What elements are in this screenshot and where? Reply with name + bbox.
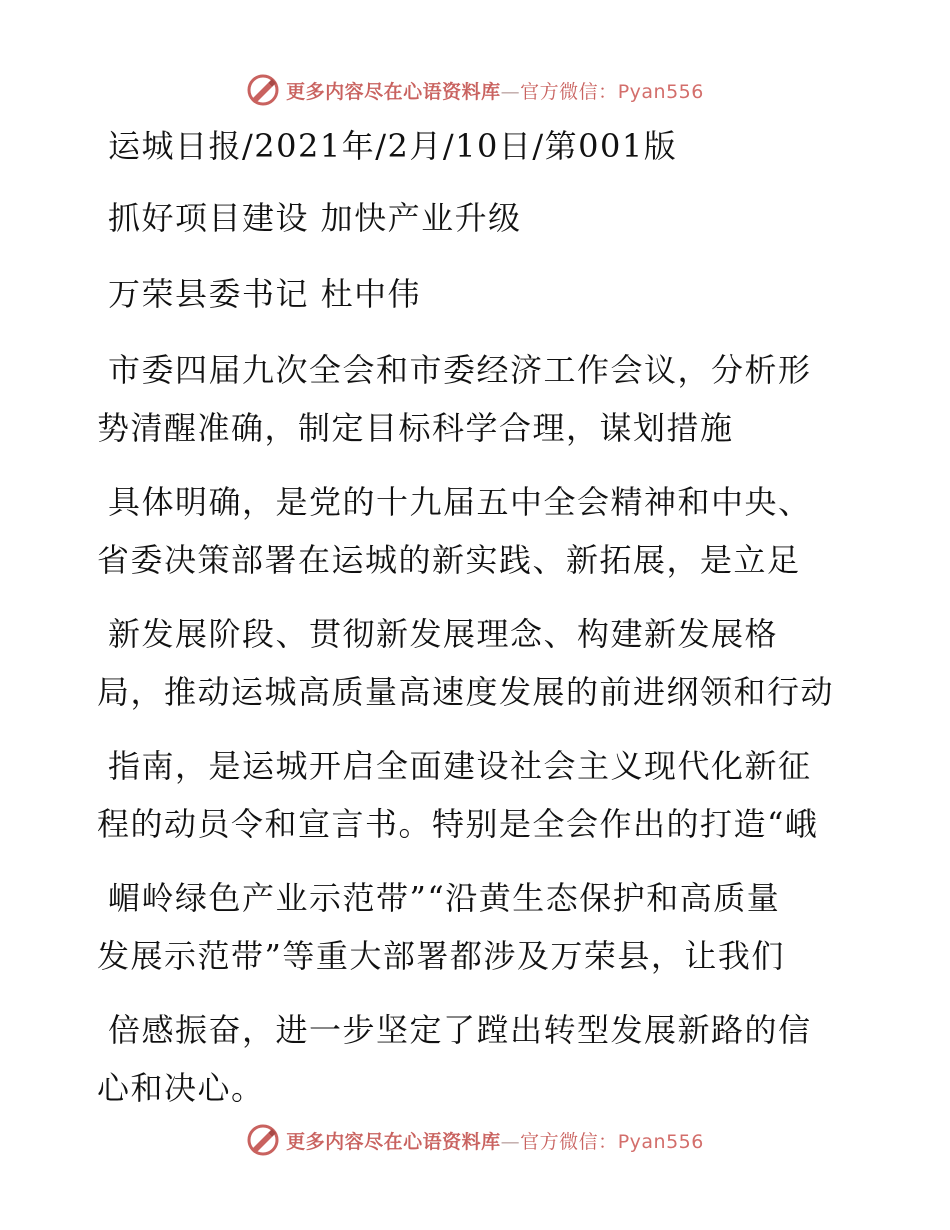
watermark-wechat-id: Pyan556 [617,80,704,103]
article-text-line: 市委四届九次全会和市委经济工作会议，分析形 [108,351,812,389]
watermark-main-text: 更多内容尽在心语资料库 [286,1130,501,1153]
article-text-line: 发展示范带”等重大部署都涉及万荣县，让我们 [97,937,785,975]
article-text-line: 嵋岭绿色产业示范带”“沿黄生态保护和高质量 [108,879,781,917]
watermark-banner-top [0,68,950,112]
watermark-separator: — [500,80,521,103]
watermark-main-text: 更多内容尽在心语资料库 [286,80,501,103]
article-author: 万荣县委书记 杜中伟 [108,275,422,313]
article-text-line: 省委决策部署在运城的新实践、新拓展，是立足 [97,541,801,579]
watermark-label: 官方微信： [520,1130,618,1153]
watermark-separator: — [500,1130,521,1153]
article-source-line: 运城日报/2021年/2月/10日/第001版 [108,127,678,165]
watermark-banner-bottom [0,1118,950,1162]
article-text-line: 具体明确，是党的十九届五中全会精神和中央、 [108,483,812,521]
watermark-text [286,1127,704,1154]
article-text-line: 心和决心。 [97,1069,265,1107]
article-text-line: 程的动员令和宣言书。特别是全会作出的打造“峨 [97,805,819,843]
watermark-label: 官方微信： [520,80,618,103]
article-text-line: 指南，是运城开启全面建设社会主义现代化新征 [108,747,812,785]
article-text-line: 局，推动运城高质量高速度发展的前进纲领和行动 [97,673,835,711]
article-text-line: 势清醒准确，制定目标科学合理，谋划措施 [97,409,734,447]
pen-logo-icon [246,73,280,107]
article-text-line: 新发展阶段、贯彻新发展理念、构建新发展格 [108,615,779,653]
watermark-text [286,77,704,104]
article-text-line: 倍感振奋，进一步坚定了蹚出转型发展新路的信 [108,1011,812,1049]
pen-logo-icon [246,1123,280,1157]
watermark-wechat-id: Pyan556 [617,1130,704,1153]
article-headline: 抓好项目建设 加快产业升级 [108,199,522,237]
